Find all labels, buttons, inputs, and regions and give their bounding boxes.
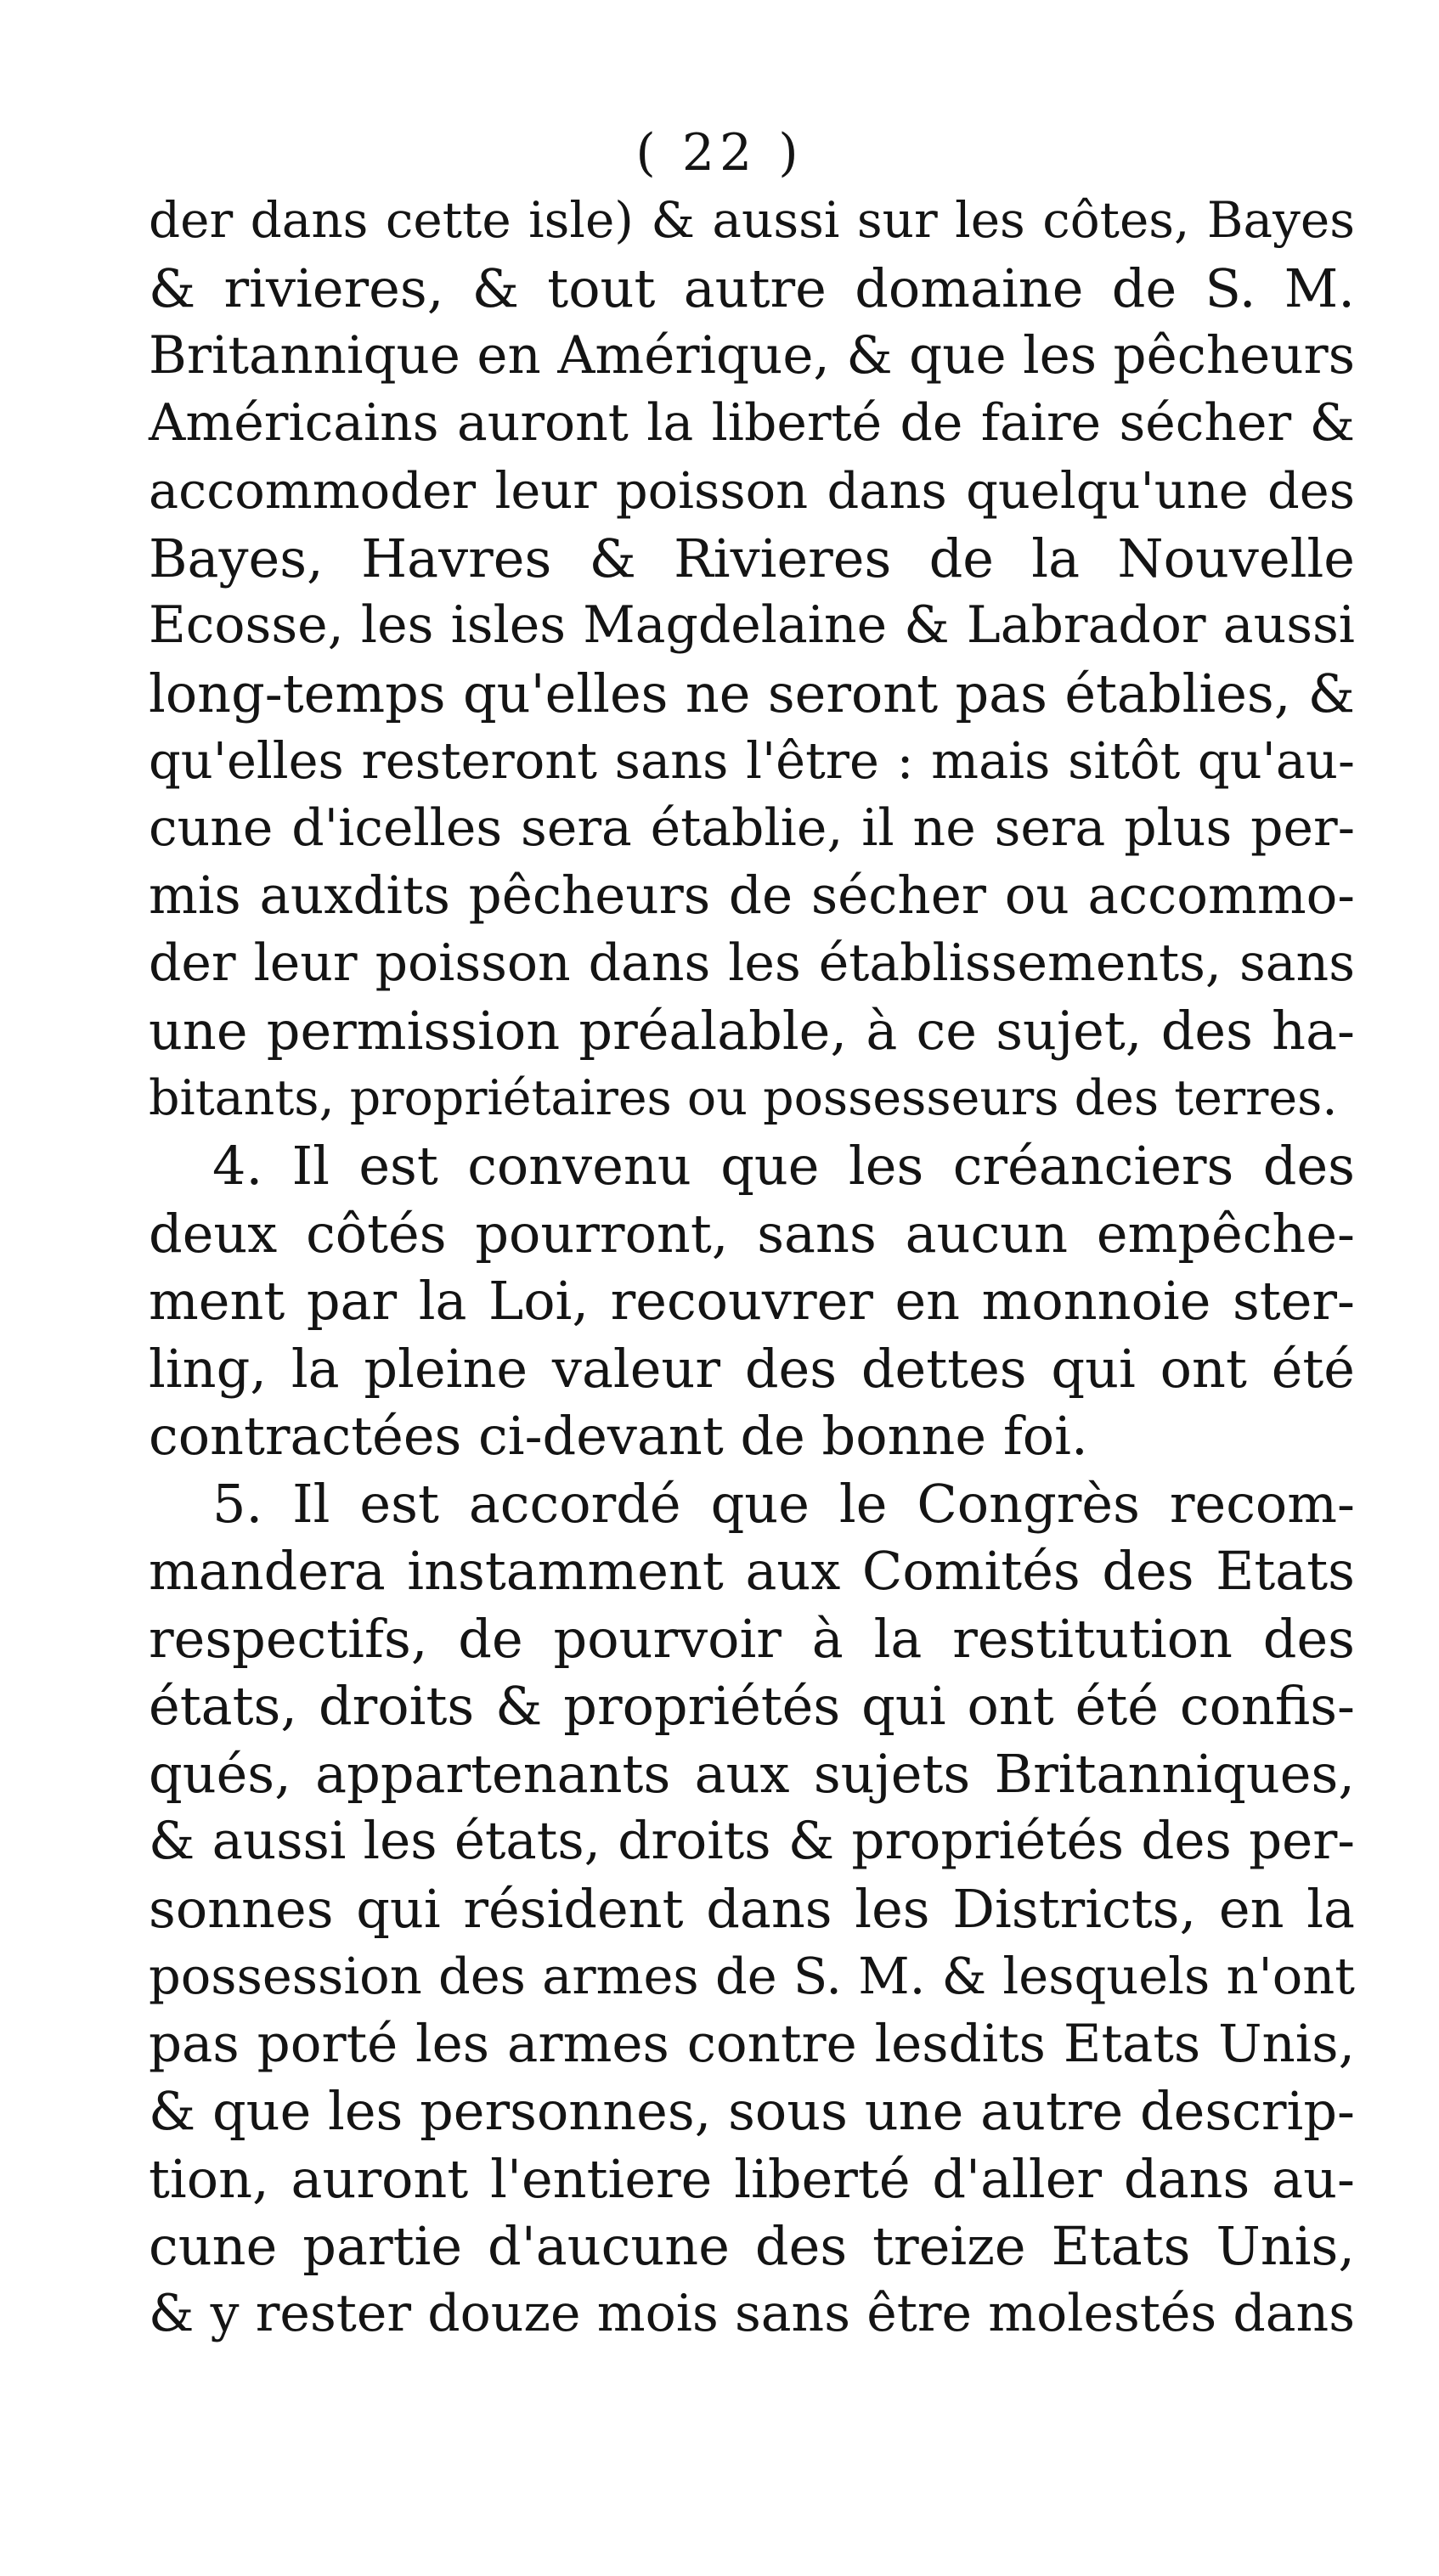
text-line: mis auxdits pêcheurs de sécher ou accommo- <box>149 865 1355 926</box>
text-line: tion, auront l'entiere liberté d'aller dans au- <box>149 2147 1355 2210</box>
text-line: Américains auront la liberté de faire sécher & <box>149 392 1355 453</box>
text-line: & que les personnes, sous une autre descrip- <box>149 2080 1355 2142</box>
text-line: Britannique en Amérique, & que les pêcheurs <box>149 325 1355 386</box>
text-line: contractées ci-devant de bonne foi. <box>149 1405 1088 1467</box>
text-line: Ecosse, les isles Magdelaine & Labrador aussi <box>149 595 1355 655</box>
text-line: ment par la Loi, recouvrer en monnoie ster- <box>149 1270 1355 1332</box>
body-text <box>149 187 1355 2348</box>
text-line: accommoder leur poisson dans quelqu'une des <box>149 461 1355 520</box>
text-line: respectifs, de pourvoir à la restitution des <box>149 1607 1355 1670</box>
text-line: états, droits & propriétés qui ont été confis- <box>149 1675 1355 1737</box>
text-line: deux côtés pourront, sans aucun empêche- <box>149 1202 1355 1265</box>
text-line: une permission préalable, à ce sujet, des ha- <box>149 1000 1355 1062</box>
text-line: qu'elles resteront sans l'être : mais sitôt qu'au- <box>149 731 1355 790</box>
text-line: der dans cette isle) & aussi sur les côtes, Bayes <box>149 191 1355 249</box>
article-4-first-line: 4. Il est convenu que les créanciers des <box>212 1135 1355 1197</box>
text-line: Bayes, Havres & Rivieres de la Nouvelle <box>149 527 1355 589</box>
text-line: cune d'icelles sera établie, il ne sera plus per- <box>149 798 1355 858</box>
text-line: & y rester douze mois sans être molestés dans <box>149 2283 1355 2343</box>
text-line: bitants, propriétaires ou possesseurs des terres. <box>149 1069 1338 1126</box>
text-line: der leur poisson dans les établissements, sans <box>149 933 1355 993</box>
article-5-first-line: 5. Il est accordé que le Congrès recom- <box>212 1472 1355 1535</box>
text-line: cune partie d'aucune des treize Etats Unis, <box>149 2215 1355 2277</box>
text-line: long-temps qu'elles ne seront pas établies, & <box>149 662 1355 724</box>
text-line: mandera instamment aux Comités des Etats <box>149 1540 1355 1602</box>
text-line: & rivieres, & tout autre domaine de S. M. <box>149 256 1355 319</box>
text-line: & aussi les états, droits & propriétés des per- <box>149 1811 1355 1871</box>
text-line: sonnes qui résident dans les Districts, en la <box>149 1877 1355 1940</box>
text-line: possession des armes de S. M. & lesquels n'ont <box>149 1947 1355 2005</box>
text-line: ling, la pleine valeur des dettes qui ont été <box>149 1337 1355 1400</box>
text-line: qués, appartenants aux sujets Britanniques, <box>149 1742 1355 1805</box>
page-number: ( 22 ) <box>635 123 804 183</box>
text-line: pas porté les armes contre lesdits Etats Unis, <box>149 2013 1355 2074</box>
